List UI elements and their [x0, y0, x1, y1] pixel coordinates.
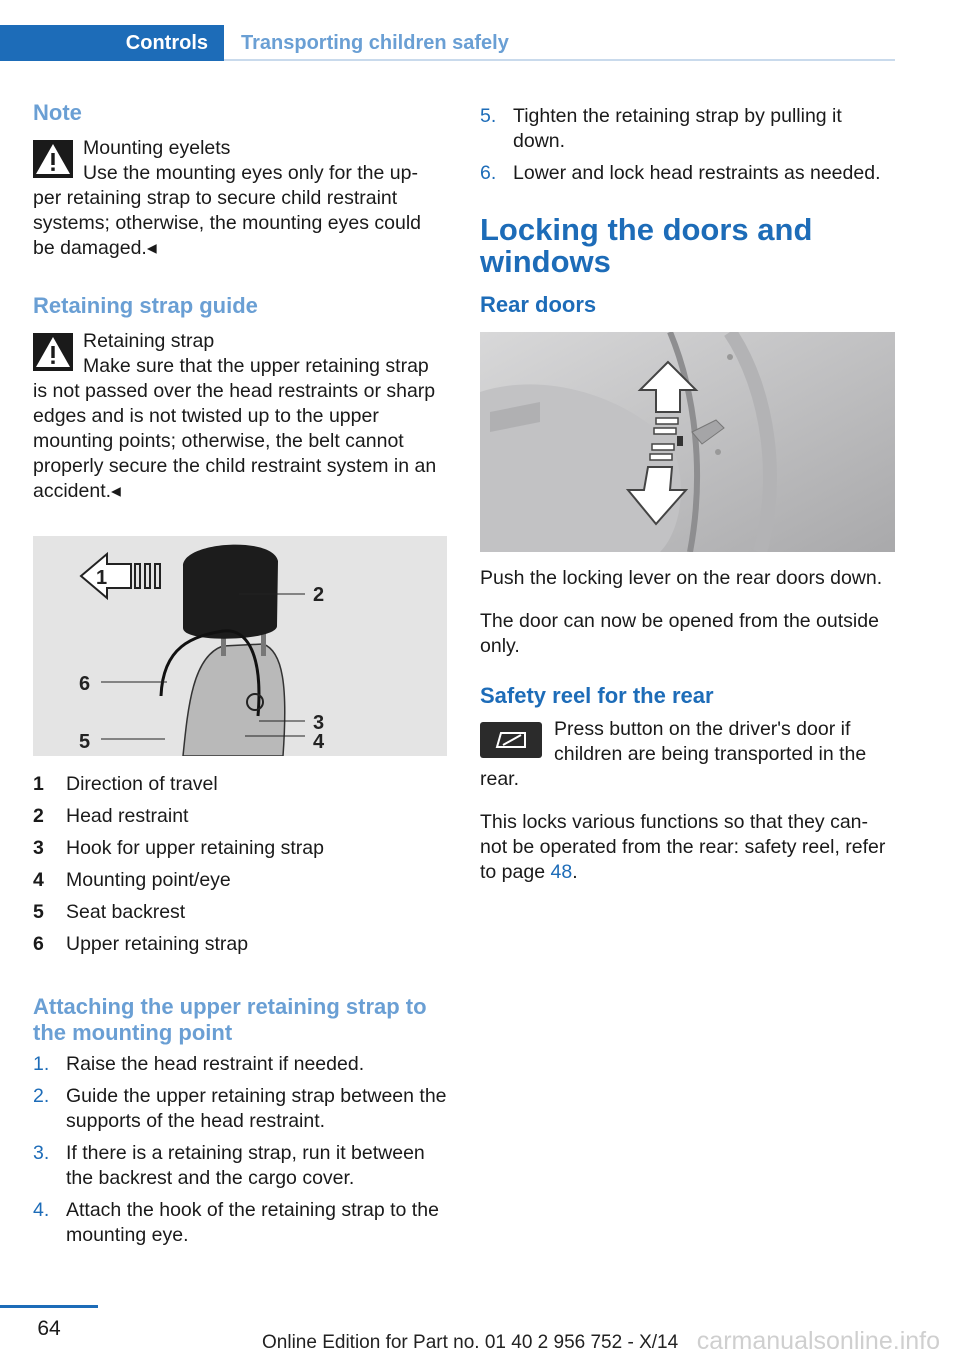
figure-legend: [33, 768, 447, 960]
locks-period: .: [572, 861, 578, 883]
warning-triangle-icon: [33, 333, 73, 371]
legend-text: Hook for upper retaining strap: [66, 836, 324, 859]
strap-guide-heading: Retaining strap guide: [33, 293, 258, 318]
continued-steps: [480, 104, 895, 186]
legend-item: [33, 864, 447, 896]
step-item: [480, 104, 895, 154]
legend-item: [33, 896, 447, 928]
legend-item: [33, 800, 447, 832]
page-header: [0, 25, 895, 61]
header-rule: [224, 59, 895, 61]
legend-number: 5: [33, 900, 44, 923]
safety-button-text: Press button on the driver's door if children are being transported in the rear.: [480, 718, 867, 790]
right-column: [480, 100, 895, 885]
note-warning: [33, 136, 447, 261]
note-heading: Note: [33, 100, 82, 125]
attach-heading: Attaching the upper retaining strap to the mounting point: [33, 994, 427, 1045]
step-number: 2.: [33, 1085, 50, 1107]
note-warning-body: per retaining strap to secure child restraint systems; otherwise, the mounting eyes could be damaged.◂: [33, 187, 422, 259]
step-item: [480, 161, 895, 186]
footer-rule: [0, 1305, 98, 1308]
step-number: 4.: [33, 1199, 50, 1221]
legend-text: Head restraint: [66, 804, 189, 827]
step-text: If there is a retaining strap, run it between the backrest and the cargo cover.: [66, 1142, 425, 1189]
legend-item: [33, 832, 447, 864]
step-text: Guide the upper retaining strap between the supports of the head restraint.: [66, 1085, 447, 1132]
figure-label-5: 5: [79, 731, 91, 753]
step-number: 3.: [33, 1142, 50, 1164]
locking-heading: Locking the doors and windows: [480, 212, 813, 279]
strap-warning-title: Retaining strap: [83, 330, 215, 352]
section-tab: Controls: [0, 25, 224, 61]
rear-doors-heading: Rear doors: [480, 292, 597, 317]
locks-paragraph: [480, 810, 895, 885]
page-reference-link[interactable]: 48: [550, 861, 573, 883]
safety-block: [480, 717, 895, 792]
figure-label-6: 6: [79, 673, 91, 695]
warning-triangle-icon: [33, 140, 73, 178]
step-text: Lower and lock head restraints as needed.: [513, 162, 881, 184]
legend-number: 3: [33, 836, 44, 859]
left-column: [33, 100, 447, 1255]
step-text: Attach the hook of the retaining strap to the mounting eye.: [66, 1199, 439, 1246]
figure-label-4: 4: [313, 731, 325, 753]
legend-item: [33, 768, 447, 800]
edition-text: Online Edition for Part no. 01 40 2 956 752 - X/14: [262, 1332, 679, 1353]
legend-text: Upper retaining strap: [66, 932, 249, 955]
step-item: [33, 1084, 447, 1134]
window-lock-button-icon: [480, 722, 542, 758]
step-text: Tighten the retaining strap by pulling it down.: [513, 105, 842, 152]
step-item: [33, 1198, 447, 1248]
step-number: 1.: [33, 1053, 50, 1075]
step-item: [33, 1052, 447, 1077]
rear-door-lock-illustration: [480, 332, 895, 552]
safety-heading: Safety reel for the rear: [480, 683, 714, 708]
watermark: carmanualsonline.info: [696, 1327, 940, 1355]
page-number: 64: [37, 1317, 61, 1340]
step-item: [33, 1141, 447, 1191]
push-text: Push the locking lever on the rear doors down.: [480, 567, 883, 589]
breadcrumb: Transporting children safely: [241, 32, 509, 54]
legend-number: 1: [33, 772, 44, 795]
rear-door-photo: [480, 332, 895, 552]
legend-item: [33, 928, 447, 960]
window-lock-glyph: [491, 729, 531, 751]
head-restraint-illustration: [33, 536, 447, 756]
head-restraint-figure: [33, 536, 447, 756]
strap-warning-body: is not passed over the head restraints or sharp edges and is not twisted up to the upper mounting points; otherwise, the belt cannot properly secure the child restraint system in an accident.◂: [33, 380, 437, 502]
door-text: The door can now be opened from the outside only.: [480, 610, 879, 657]
step-text: Raise the head restraint if needed.: [66, 1053, 365, 1075]
strap-warning: [33, 329, 447, 504]
attach-steps: [33, 1052, 447, 1248]
locks-text: This locks various functions so that they can-not be operated from the rear: safety reel, refer to page: [480, 811, 886, 883]
legend-number: 4: [33, 868, 44, 891]
step-number: 6.: [480, 162, 497, 184]
legend-number: 6: [33, 932, 44, 955]
legend-text: Seat backrest: [66, 900, 186, 923]
figure-label-1: 1: [96, 567, 108, 589]
step-number: 5.: [480, 105, 497, 127]
note-warning-title: Mounting eyelets: [83, 137, 231, 159]
note-warning-first-line: Use the mounting eyes only for the up-: [83, 162, 418, 184]
strap-warning-first-line: Make sure that the upper retaining strap: [83, 355, 429, 377]
figure-label-3: 3: [313, 712, 325, 734]
legend-number: 2: [33, 804, 44, 827]
figure-label-2: 2: [313, 584, 325, 606]
legend-text: Direction of travel: [66, 772, 218, 795]
legend-text: Mounting point/eye: [66, 868, 231, 891]
